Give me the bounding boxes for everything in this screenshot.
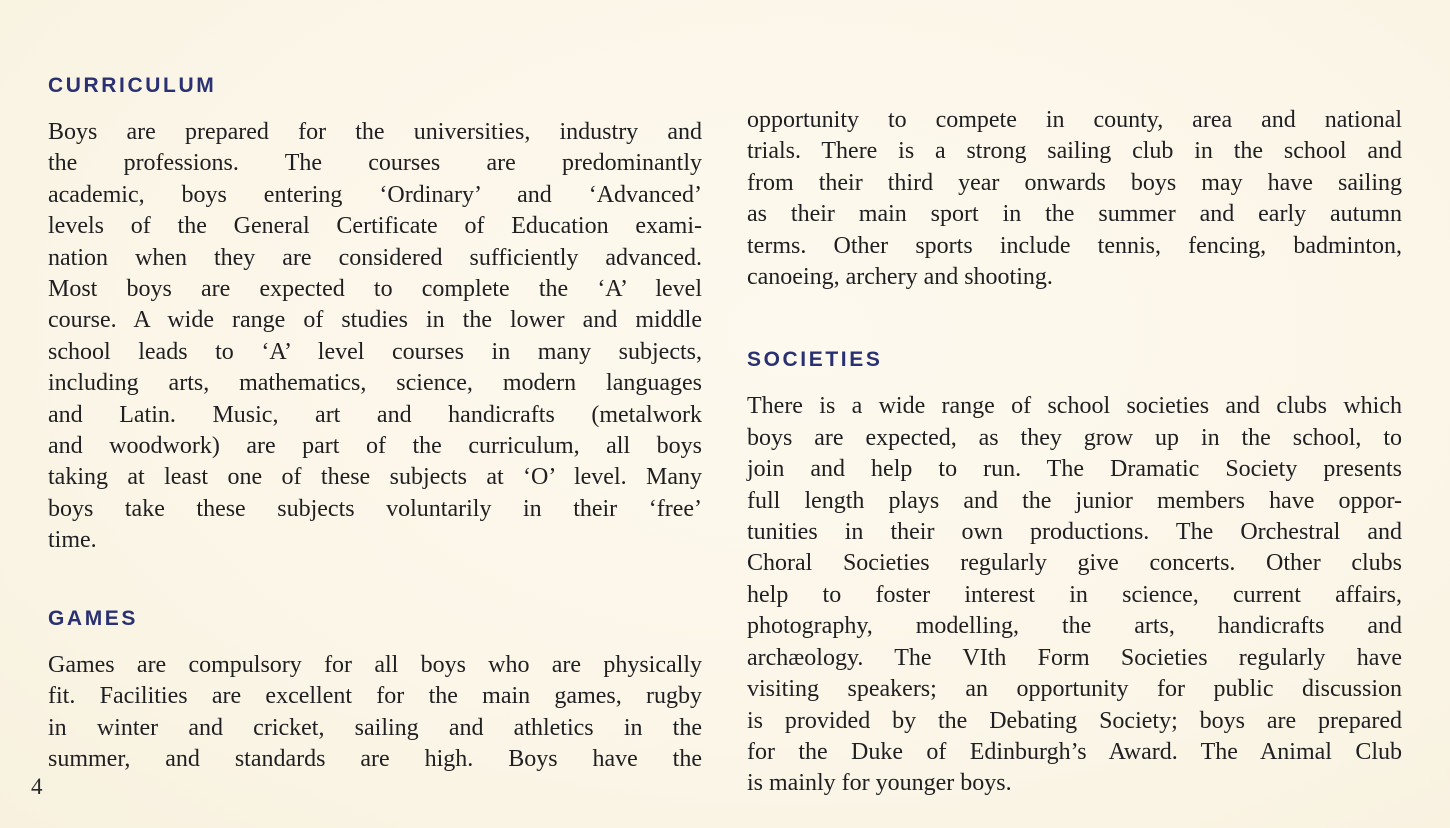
text-line: academic, boys entering ‘Ordinary’ and ‘Advanced’	[48, 181, 702, 208]
text-line: taking at least one of these subjects at ‘O’ level. Many	[48, 464, 702, 491]
societies-paragraph	[747, 391, 1402, 799]
text-line: opportunity to compete in county, area and national	[747, 107, 1402, 133]
text-line: and Latin. Music, art and handicrafts (metalwork	[48, 401, 702, 428]
text-line: is provided by the Debating Society; boys are prepared	[747, 707, 1402, 734]
text-line: Choral Societies regularly give concerts. Other clubs	[747, 550, 1402, 577]
text-line: terms. Other sports include tennis, fencing, badminton,	[747, 232, 1402, 259]
text-line: levels of the General Certificate of Education exami-	[48, 213, 702, 240]
text-line: Most boys are expected to complete the ‘A’ level	[48, 276, 702, 303]
text-line: visiting speakers; an opportunity for public discussion	[747, 676, 1402, 703]
text-line: nation when they are considered sufficiently advanced.	[48, 244, 702, 271]
section-heading-curriculum: CURRICULUM	[48, 74, 217, 97]
left-column	[48, 0, 702, 775]
text-line: time.	[48, 527, 97, 554]
text-line: the professions. The courses are predominantly	[48, 150, 702, 177]
page-number: 4	[31, 774, 43, 799]
text-line: fit. Facilities are excellent for the main games, rugby	[48, 683, 702, 710]
text-line: for the Duke of Edinburgh’s Award. The Animal Club	[747, 738, 1402, 765]
text-line: in winter and cricket, sailing and athletics in the	[48, 714, 702, 741]
section-heading-games: GAMES	[48, 606, 139, 630]
curriculum-paragraph	[48, 117, 702, 557]
text-line: and woodwork) are part of the curriculum, all boys	[48, 433, 702, 460]
games-continued-paragraph	[747, 105, 1402, 293]
right-column	[747, 0, 1402, 800]
text-line: summer, and standards are high. Boys have the	[48, 745, 702, 772]
text-line: canoeing, archery and shooting.	[747, 264, 1053, 291]
text-line: join and help to run. The Dramatic Society presents	[747, 456, 1402, 483]
text-line: photography, modelling, the arts, handicrafts and	[747, 613, 1402, 640]
text-line: help to foster interest in science, current affairs,	[747, 581, 1402, 608]
text-line: school leads to ‘A’ level courses in many subjects,	[48, 338, 702, 365]
text-line: from their third year onwards boys may have sailing	[747, 169, 1402, 196]
games-paragraph	[48, 650, 702, 776]
text-line: including arts, mathematics, science, modern languages	[48, 370, 702, 397]
text-line: Boys are prepared for the universities, industry and	[48, 119, 702, 145]
text-line: course. A wide range of studies in the lower and middle	[48, 307, 702, 334]
text-line: tunities in their own productions. The Orchestral and	[747, 519, 1402, 546]
text-line: Games are compulsory for all boys who are physically	[48, 651, 702, 678]
text-line: boys are expected, as they grow up in the school, to	[747, 424, 1402, 451]
text-line: full length plays and the junior members have oppor-	[747, 487, 1402, 514]
section-heading-societies: SOCIETIES	[747, 348, 883, 372]
text-line: boys take these subjects voluntarily in their ‘free’	[48, 495, 702, 522]
text-line: as their main sport in the summer and early autumn	[747, 201, 1402, 228]
text-line: trials. There is a strong sailing club in the school and	[747, 138, 1402, 165]
text-line: archæology. The VIth Form Societies regularly have	[747, 644, 1402, 671]
text-line: is mainly for younger boys.	[747, 770, 1012, 797]
text-line: There is a wide range of school societies and clubs which	[747, 393, 1402, 420]
